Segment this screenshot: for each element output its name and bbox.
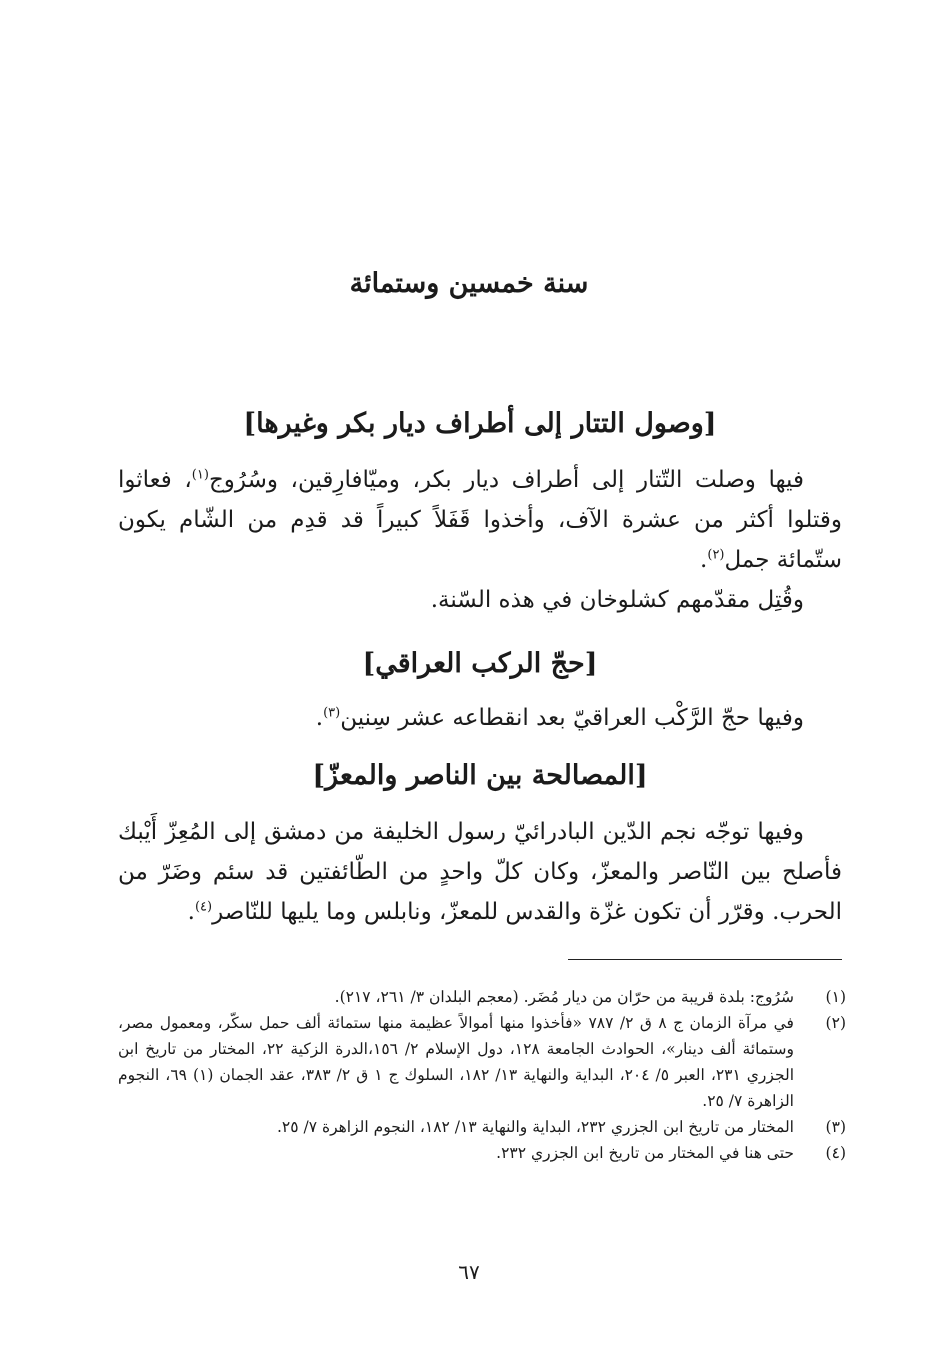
footnote-ref[interactable]: (٣)	[323, 705, 341, 721]
paragraph-text: فيها وصلت التّتار إلى أطراف ديار بكر، وميّافارِقين، وسُرُوج	[208, 467, 804, 493]
footnote-number: (٣)	[825, 1118, 846, 1136]
paragraph-text: .	[700, 547, 708, 573]
footnote	[118, 1140, 848, 1166]
footnote-number: (٤)	[825, 1144, 846, 1162]
footnote-ref[interactable]: (١)	[191, 467, 209, 483]
section-tatar-arrival	[118, 404, 842, 620]
footnotes	[118, 984, 848, 1166]
page-number: ٦٧	[458, 1260, 480, 1284]
footnote-ref[interactable]: (٤)	[194, 899, 213, 915]
footnote-text: حتى هنا في المختار من تاريخ ابن الجزري ٢٣٢.	[496, 1144, 794, 1162]
paragraph: وقُتِل مقدّمهم كشلوخان في هذه السّنة.	[430, 587, 804, 613]
section-iraqi-hajj	[118, 644, 842, 738]
footnote	[118, 1114, 848, 1140]
chapter-title: سنة خمسين وستمائة	[349, 268, 589, 299]
section-reconciliation	[118, 756, 842, 932]
paragraph-text: وفيها توجّه نجم الدّين البادرائيّ رسول الخليفة من دمشق إلى المُعِزّ أَيْبك فأصلح بين النّاصر والمعزّ، وكان كلّ واحدٍ من الطّائفتين قد سئم وضَرّ من الحرب. وقرّر أن تكون غزّة والقدس للمعزّ، ونابلس وما يليها للنّاصر	[118, 819, 842, 925]
paragraph	[118, 812, 842, 932]
footnote	[118, 984, 848, 1010]
footnote-text: المختار من تاريخ ابن الجزري ٢٣٢، البداية والنهاية ١٣/ ١٨٢، النجوم الزاهرة ٧/ ٢٥.	[276, 1118, 794, 1136]
paragraph-text: .	[187, 899, 195, 925]
section-heading: [وصول التتار إلى أطراف ديار بكر وغيرها]	[243, 408, 717, 439]
footnote	[118, 1010, 848, 1114]
footnote-text: في مرآة الزمان ج ٨ ق ٢/ ٧٨٧ «فأخذوا منها أموالاً عظيمة منها ستمائة ألف حمل سكّر، ومعمول مصر، وستمائة ألف دينار»، الحوادث الجامعة ١٢٨، دول الإسلام ٢/ ١٥٦،الدرة الزكية ٢٢، المختار من تاريخ ابن الجزري ٢٣١، العبر ٥/ ٢٠٤، البداية والنهاية ١٣/ ١٨٢، السلوك ج ١ ق ٢/ ٣٨٣، عقد الجمان (١) ٦٩، النجوم الزاهرة ٧/ ٢٥.	[118, 1014, 795, 1110]
footnote-number: (١)	[825, 988, 846, 1006]
footnote-ref[interactable]: (٢)	[707, 547, 725, 563]
section-heading: [حجّ الركب العراقي]	[362, 648, 598, 679]
paragraph	[118, 460, 842, 580]
paragraph-text: وفيها حجّ الرَّكْب العراقيّ بعد انقطاعه عشر سِنين	[340, 705, 804, 731]
footnote-divider	[568, 959, 842, 960]
footnote-number: (٢)	[825, 1014, 846, 1032]
paragraph	[118, 698, 842, 738]
footnote-text: سُرُوج: بلدة قريبة من حرّان من ديار مُضَر. (معجم البلدان ٣/ ٢٦١، ٢١٧).	[334, 988, 794, 1006]
paragraph-text: ، فعاثوا وقتلوا أكثر من عشرة الآف، وأخذوا قَفَلاً كبيراً قد قدِم من الشّام يكون ستّمائة جمل	[118, 467, 842, 573]
paragraph-text: .	[315, 705, 324, 731]
section-heading: [المصالحة بين الناصر والمعزّ]	[312, 760, 648, 791]
